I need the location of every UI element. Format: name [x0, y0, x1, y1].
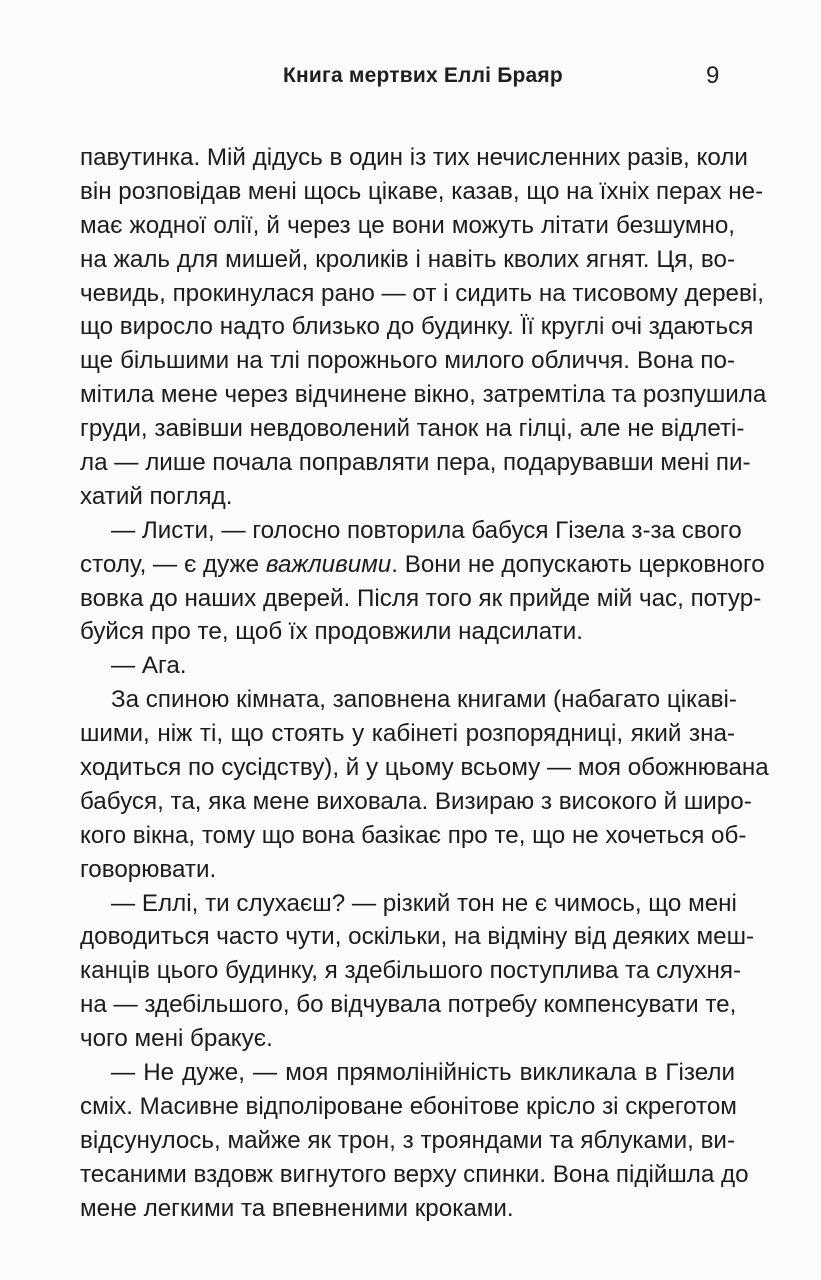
text-line: мітила мене через відчинене вікно, затремтіла та розпушила — [80, 381, 767, 409]
text-line: сміх. Масивне відполіроване ебонітове крісло зі скреготом — [80, 1092, 737, 1120]
text-line: вовка до наших дверей. Після того як прийде мій час, потур- — [80, 584, 762, 612]
text-line: мене легкими та впевненими кроками. — [80, 1194, 514, 1222]
text-line: — Еллі, ти слухаєш? — різкий тон не є чимось, що мені — [111, 889, 737, 917]
body-text — [80, 141, 769, 1226]
text-line: хатий погляд. — [80, 482, 233, 510]
text-line: говорювати. — [80, 855, 217, 883]
text-line: бабуся, та, яка мене виховала. Визираю з високого й широ- — [80, 787, 752, 815]
text-line: — Ага. — [111, 652, 187, 680]
text-segment: столу, — є дуже — [80, 550, 266, 578]
text-line-with-emphasis — [80, 548, 765, 582]
text-line: шими, ніж ті, що стоять у кабінеті розпорядниці, який зна- — [80, 720, 735, 748]
text-line: За спиною кімната, заповнена книгами (набагато цікаві- — [111, 686, 737, 714]
text-line: — Не дуже, — моя прямолінійність викликала в Гізели — [111, 1059, 735, 1087]
paragraph-room — [80, 683, 769, 886]
text-line: буйся про те, щоб їх продовжили надсилати. — [80, 618, 583, 646]
text-line: на — здебільшого, бо відчувала потребу компенсувати те, — [80, 991, 737, 1019]
paragraph-letters — [80, 514, 765, 650]
text-line: доводиться часто чути, оскільки, на відміну від деяких меш- — [80, 923, 755, 951]
text-line: канців цього будинку, я здебільшого поступлива та слухня- — [80, 957, 742, 985]
text-line: чевидь, прокинулася рано — от і сидить на тисовому дереві, — [80, 279, 764, 307]
text-line: ще більшими на тлі порожнього милого обличчя. Вона по- — [80, 347, 735, 375]
page-number: 9 — [706, 62, 720, 89]
text-line: тесаними вздовж вигнутого верху спинки. Вона підійшла до — [80, 1160, 749, 1188]
text-line: ла — лише почала поправляти пера, подарувавши мені пи- — [80, 449, 751, 477]
text-line: ходиться по сусідству), й у цьому всьому — моя обожнювана — [80, 754, 769, 782]
paragraph-owl — [80, 141, 767, 514]
text-line: на жаль для мишей, кроликів і навіть кволих ягнят. Ця, во- — [80, 245, 735, 273]
text-line: — Листи, — голосно повторила бабуся Гізела з-за свого — [111, 516, 742, 544]
running-head — [0, 58, 821, 98]
running-title: Книга мертвих Еллі Браяр — [283, 64, 563, 87]
text-line: він розповідав мені щось цікаве, казав, що на їхніх перах не- — [80, 177, 764, 205]
paragraph-listening — [80, 887, 755, 1056]
paragraph-aha — [80, 649, 735, 683]
text-line: павутинка. Мій дідусь в один із тих нечисленних разів, коли — [80, 144, 748, 171]
text-line: має жодної олії, й через це вони можуть літати безшумно, — [80, 211, 735, 239]
text-line: відсунулось, майже як трон, з трояндами та яблуками, ви- — [80, 1126, 735, 1154]
emphasis-text: важливими — [265, 550, 392, 578]
text-line: кого вікна, тому що вона базікає про те, що не хочеться об- — [80, 821, 747, 849]
text-segment: . Вони не допускають церковного — [391, 550, 765, 578]
paragraph-chair — [80, 1056, 749, 1225]
text-line: чого мені бракує. — [80, 1025, 273, 1053]
text-line: що виросло надто близько до будинку. Її круглі очі здаються — [80, 313, 754, 341]
text-line: груди, завівши невдоволений танок на гілці, але не відлеті- — [80, 415, 745, 443]
